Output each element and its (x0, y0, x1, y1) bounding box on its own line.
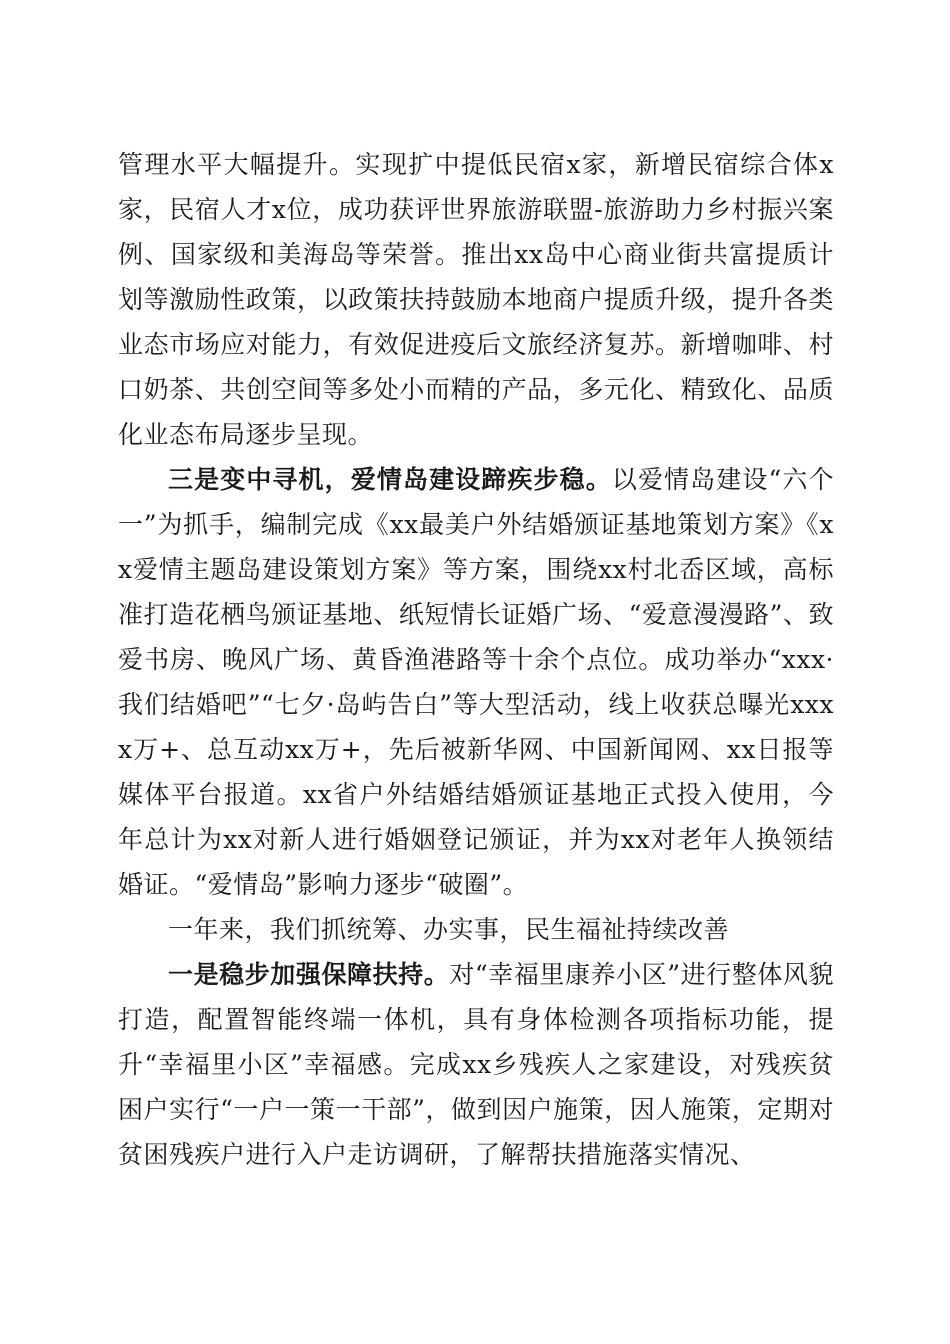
paragraph-text: 以爱情岛建设“六个一”为抓手，编制完成《xx最美户外结婚颁证基地策划方案》《xx爱情主题岛建设策划方案》等方案，围绕xx村北岙区域，高标准打造花栖鸟颁证基地、纸短情长证婚广场、“爱意漫漫路”、致爱书房、晚风广场、黄昏渔港路等十余个点位。成功举办“xxx·我们结婚吧”“七夕·岛屿告白”等大型活动，线上收获总曝光xxxx万+、总互动xx万+，先后被新华网、中国新闻网、xx日报等媒体平台报道。xx省户外结婚结婚颁证基地正式投入使用，今年总计为xx对新人进行婚姻登记颁证，并为xx对老年人换领结婚证。“爱情岛”影响力逐步“破圈”。 (118, 465, 834, 899)
section-heading-livelihood (118, 907, 834, 952)
paragraph-text: 对“幸福里康养小区”进行整体风貌打造，配置智能终端一体机，具有身体检测各项指标功能，提升“幸福里小区”幸福感。完成xx乡残疾人之家建设，对残疾贫困户实行“一户一策一干部”，做到因户施策，因人施策，定期对贫困残疾户进行入户走访调研，了解帮扶措施落实情况、 (118, 960, 834, 1169)
paragraph-love-island (118, 457, 834, 907)
paragraph-security-support (118, 952, 834, 1177)
paragraph-tourism-continued (118, 142, 834, 457)
paragraph-lead: 一是稳步加强保障扶持。 (168, 960, 450, 989)
paragraph-lead: 三是变中寻机，爱情岛建设蹄疾步稳。 (168, 465, 612, 494)
document-page (118, 142, 834, 1177)
section-heading-text: 一年来，我们抓统筹、办实事，民生福祉持续改善 (168, 915, 730, 944)
paragraph-text: 管理水平大幅提升。实现扩中提低民宿x家，新增民宿综合体x家，民宿人才x位，成功获评世界旅游联盟-旅游助力乡村振兴案例、国家级和美海岛等荣誉。推出xx岛中心商业街共富提质计划等激励性政策，以政策扶持鼓励本地商户提质升级，提升各类业态市场应对能力，有效促进疫后文旅经济复苏。新增咖啡、村口奶茶、共创空间等多处小而精的产品，多元化、精致化、品质化业态布局逐步呈现。 (118, 150, 834, 449)
